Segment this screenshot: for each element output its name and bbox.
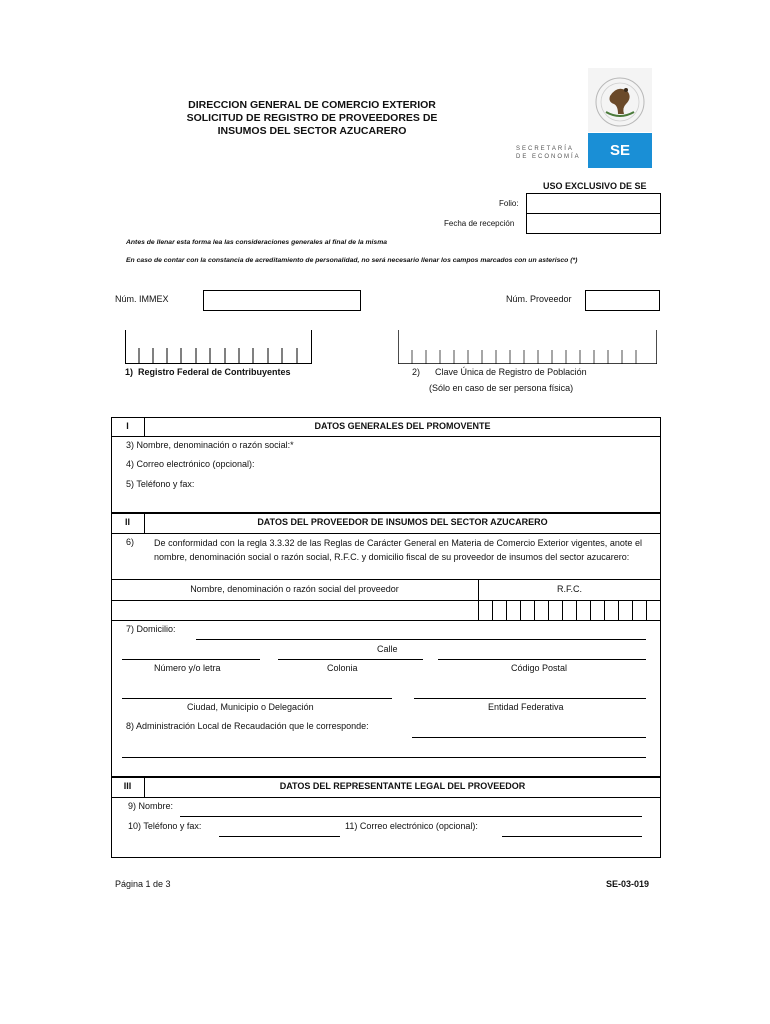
representante-telefono-line[interactable] (219, 836, 340, 837)
q6-instructions: De conformidad con la regla 3.3.32 de las Reglas de Carácter General en Materia de Comercio Exterior vigentes, anote el nombre, denominación social o razón social, R.F.C. y domicilio fiscal de su proveedor de insumos del sector azucarero: (154, 538, 642, 562)
provider-rfc-comb-svg (478, 600, 661, 620)
header-line-1: DIRECCION GENERAL DE COMERCIO EXTERIOR (188, 99, 436, 111)
note-read-considerations: Antes de llenar esta forma lea las consideraciones generales al final de la misma (126, 239, 388, 246)
q7-domicilio-label: 7) Domicilio: (126, 624, 176, 634)
colonia-caption: Colonia (327, 663, 358, 673)
provider-rfc-comb[interactable] (478, 600, 661, 620)
secretaria-line-2: DE ECONOMÍA (516, 154, 581, 160)
q4-correo-label: 4) Correo electrónico (opcional): (126, 459, 255, 469)
page-number: Página 1 de 3 (115, 879, 171, 889)
ciudad-caption: Ciudad, Municipio o Delegación (187, 702, 314, 712)
form-header (162, 99, 462, 138)
numero-caption: Número y/o letra (154, 663, 221, 673)
immex-label: Núm. IMMEX (115, 294, 169, 304)
rfc-text: Registro Federal de Contribuyentes (138, 367, 291, 377)
curp-label (412, 367, 587, 377)
section-1-title: DATOS GENERALES DEL PROMOVENTE (314, 421, 491, 431)
representante-nombre-line[interactable] (180, 816, 642, 817)
curp-number: 2) (412, 367, 421, 377)
codigo-postal-line[interactable] (438, 659, 646, 660)
fecha-recepcion-field[interactable] (526, 213, 661, 234)
codigo-postal-caption: Código Postal (511, 663, 568, 673)
proveedor-number-label: Núm. Proveedor (506, 294, 572, 304)
section-3-title: DATOS DEL REPRESENTANTE LEGAL DEL PROVEEDOR (279, 781, 526, 791)
office-use-title: USO EXCLUSIVO DE SE (543, 181, 647, 191)
representante-correo-line[interactable] (502, 836, 642, 837)
se-logo-badge (588, 133, 652, 168)
col-rfc: R.F.C. (556, 584, 582, 594)
fecha-recepcion-label: Fecha de recepción (444, 219, 515, 228)
folio-field[interactable] (526, 193, 661, 214)
q10-telefono-label: 10) Teléfono y fax: (128, 821, 202, 831)
q6-number: 6) (126, 537, 135, 547)
folio-label: Folio: (499, 199, 519, 208)
curp-comb-field[interactable] (398, 330, 657, 364)
section-1-numeral: I (126, 421, 129, 431)
q9-nombre-label: 9) Nombre: (128, 801, 174, 811)
coat-of-arms-logo (588, 68, 652, 132)
header-line-2: SOLICITUD DE REGISTRO DE PROVEEDORES DE (186, 112, 438, 124)
calle-caption: Calle (377, 644, 398, 654)
administracion-line-1[interactable] (412, 737, 646, 738)
administracion-line-2[interactable] (122, 757, 646, 758)
calle-line[interactable] (196, 639, 646, 640)
note-asterisk-fields: En caso de contar con la constancia de acreditamiento de personalidad, no será necesario llenar los campos marcados con un asterisco (*) (126, 257, 578, 264)
colonia-line[interactable] (278, 659, 423, 660)
numero-line[interactable] (122, 659, 260, 660)
rfc-number: 1) (125, 367, 134, 377)
secretaria-wordmark (516, 145, 581, 161)
header-line-3: INSUMOS DEL SECTOR AZUCARERO (217, 125, 407, 137)
entidad-line[interactable] (414, 698, 646, 699)
col-provider-name: Nombre, denominación o razón social del proveedor (190, 584, 399, 594)
q3-nombre-label: 3) Nombre, denominación o razón social:* (126, 440, 294, 450)
q8-administracion-label: 8) Administración Local de Recaudación que le corresponde: (126, 721, 369, 731)
q5-telefono-label: 5) Teléfono y fax: (126, 479, 195, 489)
q11-correo-label: 11) Correo electrónico (opcional): (345, 821, 478, 831)
proveedor-number-field[interactable] (585, 290, 660, 311)
entidad-caption: Entidad Federativa (488, 702, 564, 712)
curp-comb-svg (398, 330, 657, 364)
form-code: SE-03-019 (606, 879, 650, 889)
rfc-comb-svg (125, 330, 312, 364)
provider-name-field[interactable] (112, 601, 477, 620)
se-logo-text: SE (609, 142, 630, 159)
ciudad-line[interactable] (122, 698, 392, 699)
curp-text: Clave Única de Registro de Población (435, 367, 587, 377)
section-2-title: DATOS DEL PROVEEDOR DE INSUMOS DEL SECTOR AZUCARERO (257, 517, 548, 527)
curp-note: (Sólo en caso de ser persona física) (429, 383, 574, 393)
secretaria-line-1: SECRETARÍA (516, 146, 574, 152)
rfc-comb-field[interactable] (125, 330, 312, 364)
rfc-label (125, 367, 291, 377)
immex-field[interactable] (203, 290, 361, 311)
section-2-numeral: II (124, 517, 130, 527)
section-3-numeral: III (123, 781, 132, 791)
eagle-seal-icon (588, 68, 652, 132)
